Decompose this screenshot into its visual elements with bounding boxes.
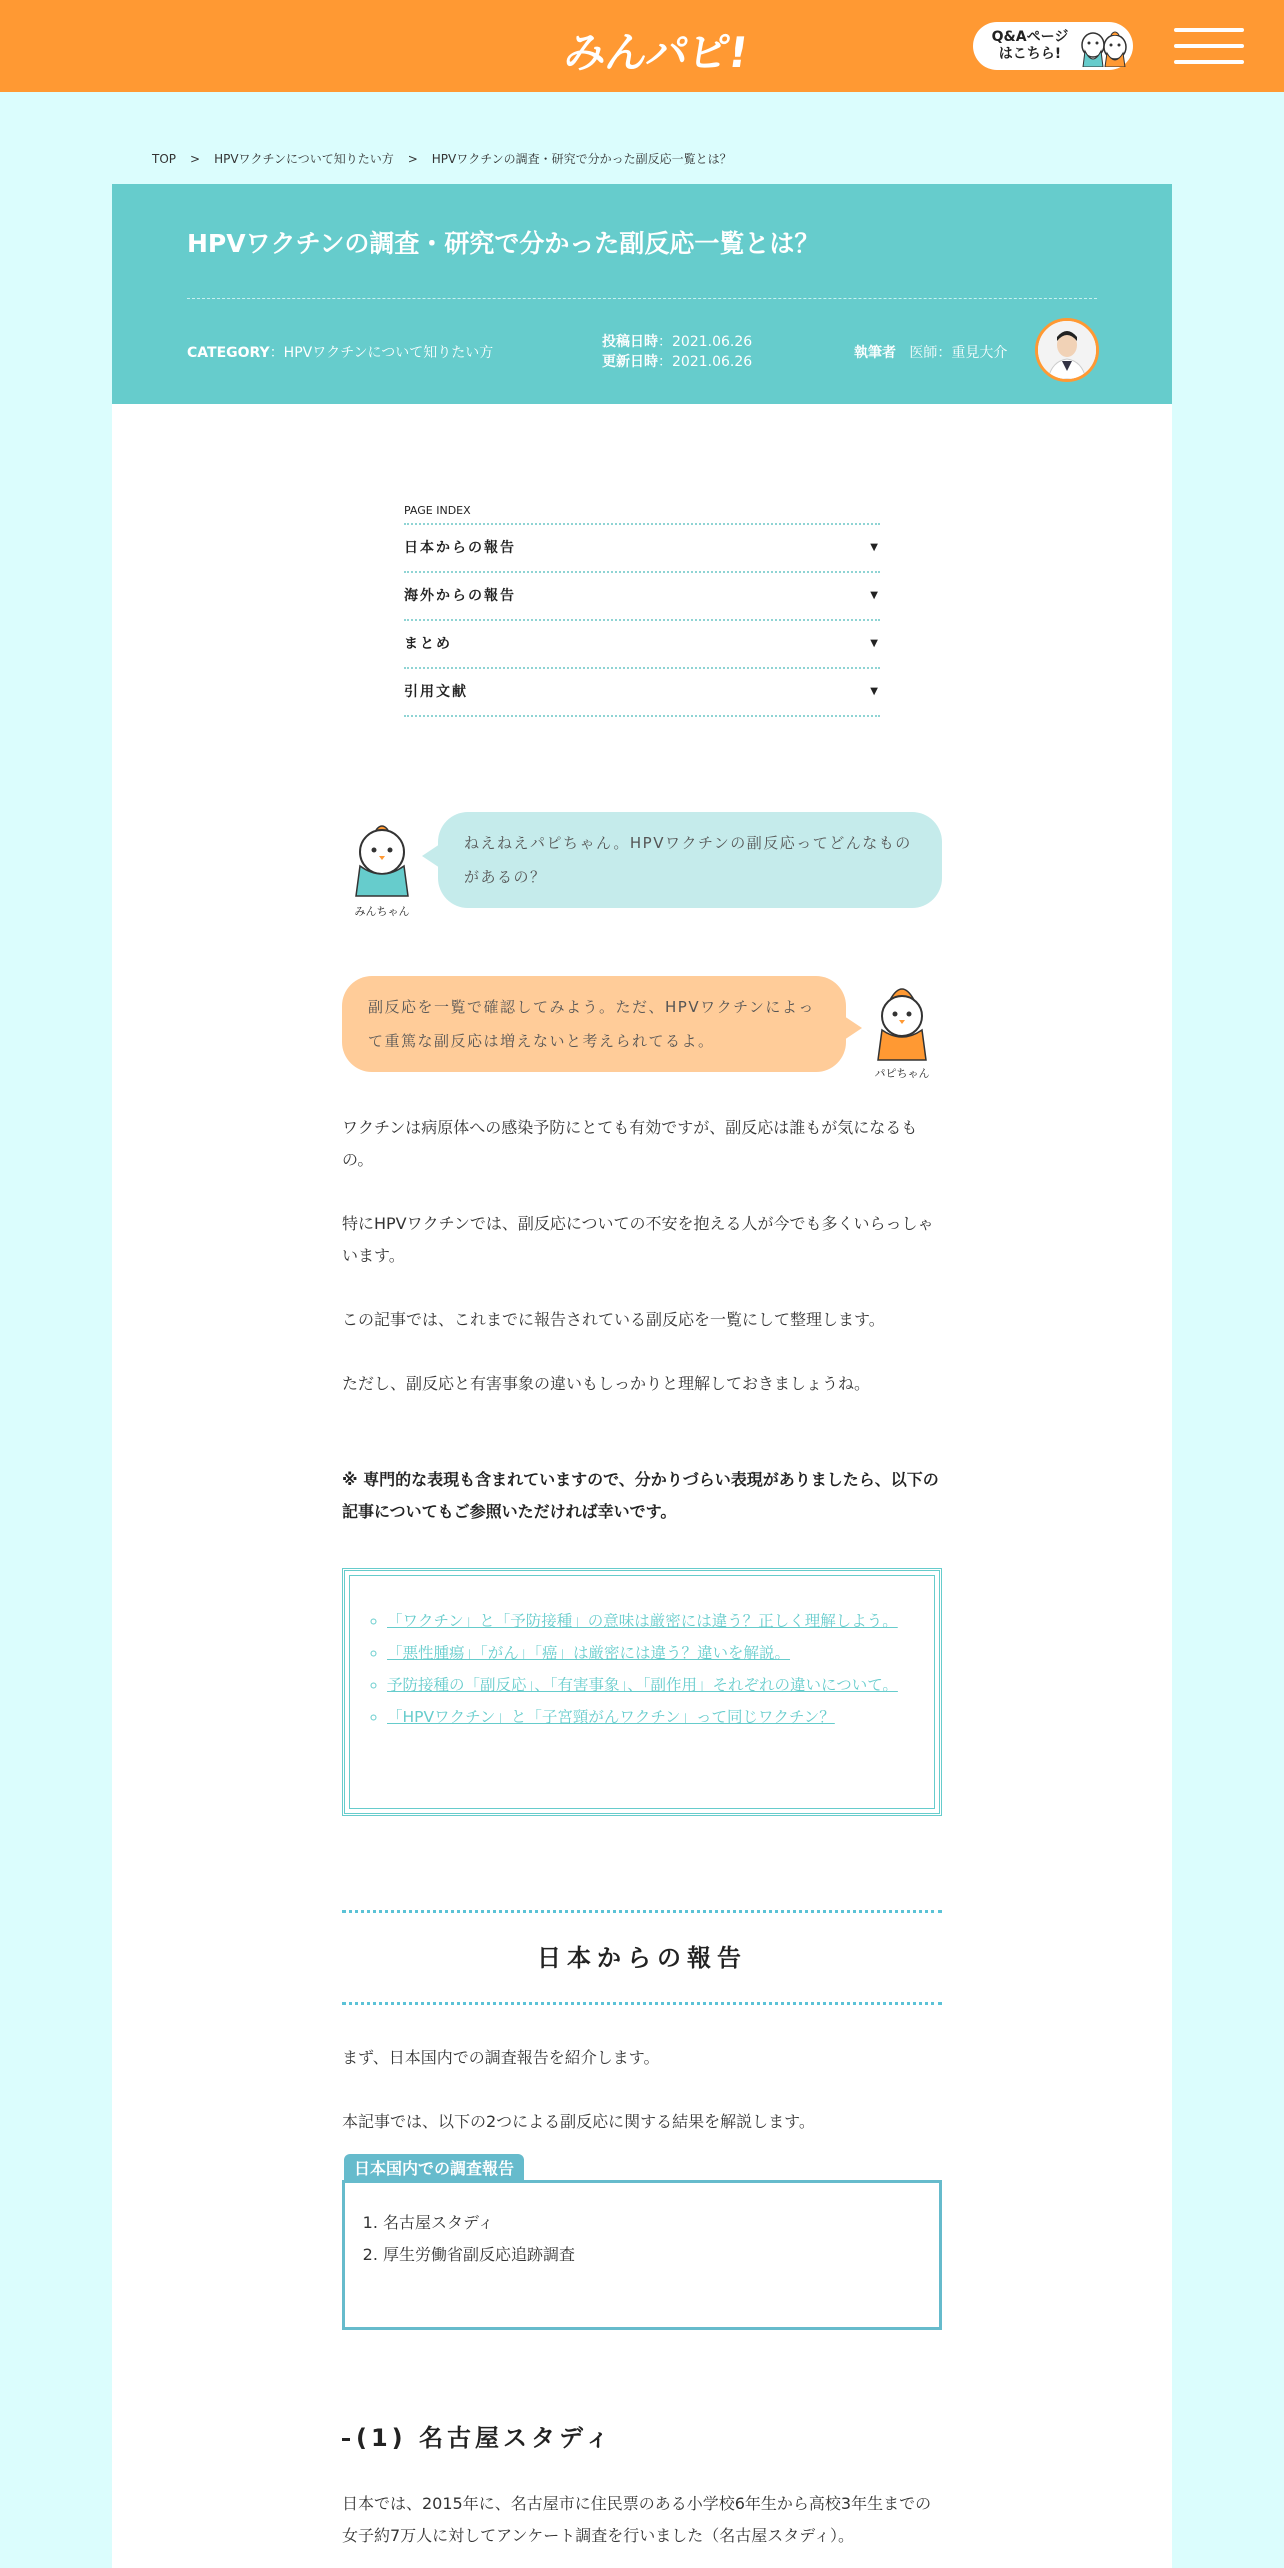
- list-item: [387, 1701, 925, 1733]
- speech-bubble-papichan: 副反応を一覧で確認してみよう。ただ、HPVワクチンによって重篤な副反応は増えないと考えられてるよ。: [342, 976, 846, 1072]
- list-item: [387, 1637, 925, 1669]
- site-logo[interactable]: みんパピ!: [561, 28, 751, 77]
- qa-button-label: Q&Aページ はこちら!: [991, 29, 1069, 62]
- paragraph: 特にHPVワクチンでは、副反応についての不安を抱える人が今でも多くいらっしゃいます。: [342, 1214, 934, 1265]
- paragraph: 本記事では、以下の2つによる副反応に関する結果を解説します。: [342, 2112, 815, 2131]
- menu-icon[interactable]: [1174, 28, 1244, 64]
- section-divider: [342, 2002, 942, 2005]
- page-index-item[interactable]: 日本からの報告 ▼: [404, 525, 880, 573]
- minchan-icon: [346, 822, 418, 900]
- paragraph: この記事では、これまでに報告されている副反応を一覧にして整理します。: [342, 1310, 885, 1329]
- breadcrumb-separator: >: [407, 152, 418, 166]
- related-link[interactable]: 「HPVワクチン」と「子宮頸がんワクチン」って同じワクチン？: [387, 1708, 835, 1726]
- page-index-item[interactable]: 海外からの報告 ▼: [404, 573, 880, 621]
- related-link[interactable]: 「ワクチン」と「予防接種」の意味は厳密には違う？正しく理解しよう。: [387, 1612, 898, 1630]
- list-item: 2. 厚生労働省副反応追跡調査: [383, 2239, 939, 2271]
- related-link[interactable]: 「悪性腫瘍」「がん」「癌」は厳密には違う？違いを解説。: [387, 1644, 791, 1662]
- triangle-down-icon: ▼: [870, 542, 880, 553]
- section-divider: [342, 1910, 942, 1913]
- character-name: パピちゃん: [874, 1067, 930, 1080]
- list-item: [387, 1605, 925, 1637]
- triangle-down-icon: ▼: [870, 686, 880, 697]
- paragraph: 日本では、2015年に、名古屋市に住民票のある小学校6年生から高校3年生までの女子約7万人に対してアンケート調査を行いました（名古屋スタディ）。: [342, 2494, 932, 2545]
- subsection-title: (1) 名古屋スタディ: [342, 2418, 613, 2453]
- breadcrumb-separator: >: [190, 152, 201, 166]
- list-item: [387, 1669, 925, 1701]
- breadcrumb-top[interactable]: TOP: [152, 152, 177, 166]
- person-icon: [1038, 321, 1096, 379]
- reference-note: ※ 専門的な表現も含まれていますので、分かりづらい表現がありましたら、以下の記事についてもご参照いただければ幸いです。: [342, 1470, 939, 1521]
- page-index-item[interactable]: まとめ ▼: [404, 621, 880, 669]
- article-hero: [112, 184, 1172, 404]
- breadcrumb: [152, 150, 732, 167]
- page-title: HPVワクチンの調査・研究で分かった副反応一覧とは？: [187, 229, 820, 258]
- page-index-item[interactable]: 引用文献 ▼: [404, 669, 880, 717]
- paragraph: まず、日本国内での調査報告を紹介します。: [342, 2048, 660, 2067]
- minchan-character: [346, 822, 418, 919]
- papichan-character: [866, 982, 938, 1081]
- author-avatar: [1035, 318, 1099, 382]
- article-dates: 投稿日時：2021.06.26 更新日時：2021.06.26: [602, 334, 753, 370]
- dash-icon: [342, 2438, 350, 2441]
- category-link[interactable]: ：HPVワクチンについて知りたい方: [269, 345, 494, 361]
- breadcrumb-category[interactable]: HPVワクチンについて知りたい方: [214, 152, 394, 166]
- mascot-icon: [1077, 27, 1129, 67]
- page-index-heading: PAGE INDEX: [404, 504, 880, 525]
- triangle-down-icon: ▼: [870, 638, 880, 649]
- divider: [187, 298, 1097, 299]
- section-title: 日本からの報告: [537, 1944, 747, 1972]
- related-link[interactable]: 予防接種の「副反応」、「有害事象」、「副作用」それぞれの違いについて。: [387, 1676, 898, 1694]
- qa-page-button[interactable]: [973, 22, 1133, 70]
- character-name: みんちゃん: [354, 905, 410, 918]
- study-list-box: [342, 2180, 942, 2330]
- paragraph: ワクチンは病原体への感染予防にとても有効ですが、副反応は誰もが気になるもの。: [342, 1118, 918, 1169]
- list-item: 1. 名古屋スタディ: [383, 2207, 939, 2239]
- speech-bubble-minchan: ねえねえパピちゃん。HPVワクチンの副反応ってどんなものがあるの？: [438, 812, 942, 908]
- article-category: CATEGORY：HPVワクチンについて知りたい方: [187, 345, 494, 361]
- breadcrumb-current: HPVワクチンの調査・研究で分かった副反応一覧とは？: [431, 152, 732, 166]
- paragraph: ただし、副反応と有害事象の違いもしっかりと理解しておきましょうね。: [342, 1374, 871, 1393]
- page-index: [404, 504, 880, 717]
- site-header: [0, 0, 1284, 92]
- related-links-box: [342, 1568, 942, 1816]
- papichan-icon: [866, 982, 938, 1062]
- article-author: 執筆者 医師：重見大介: [854, 345, 1008, 361]
- triangle-down-icon: ▼: [870, 590, 880, 601]
- box-label: 日本国内での調査報告: [344, 2154, 524, 2182]
